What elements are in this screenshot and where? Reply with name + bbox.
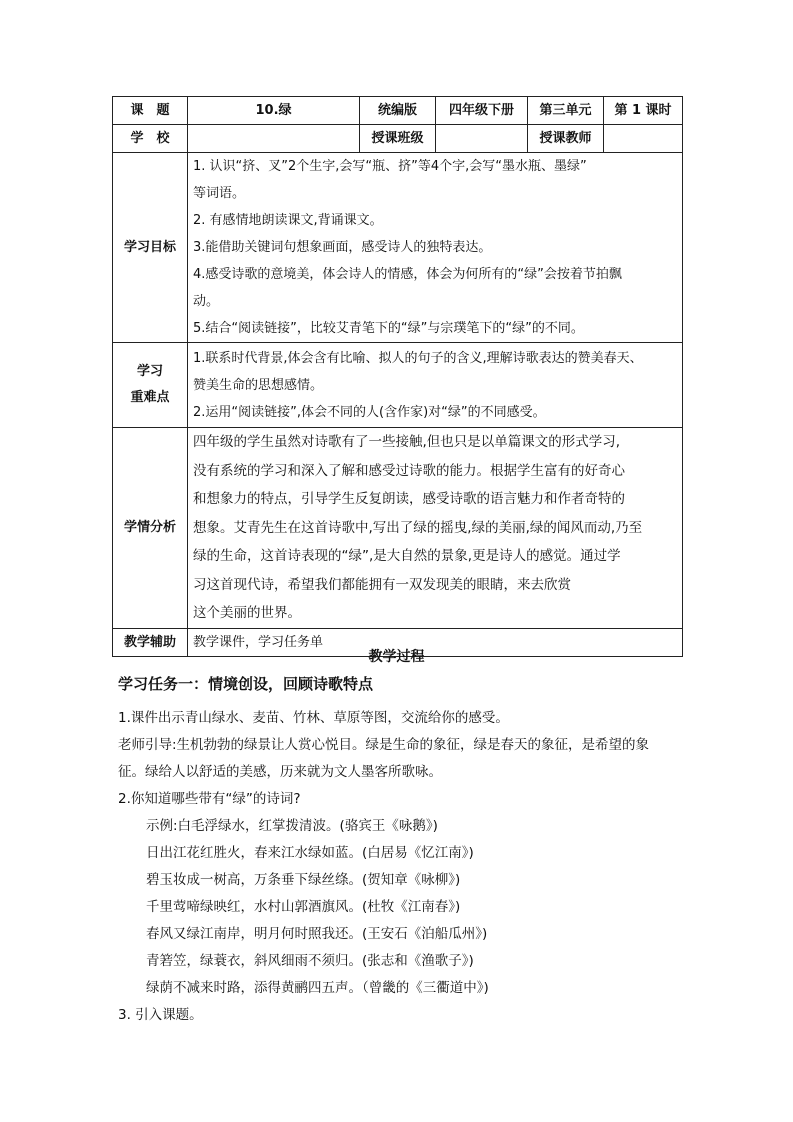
teacher-label: 授课教师 [528, 125, 604, 153]
grade: 四年级下册 [436, 97, 528, 125]
guide-line: 老师引导:生机勃勃的绿景让人赏心悦目。绿是生命的象征，绿是春天的象征，是希望的象 [118, 737, 650, 753]
key-label-line: 学习 [136, 364, 163, 379]
aid-value: 教学课件，学习任务单 [188, 628, 683, 656]
analysis-label: 学情分析 [113, 428, 188, 629]
class-label: 授课班级 [360, 125, 436, 153]
step-line: 2.你知道哪些带有“绿”的诗词? [118, 791, 301, 807]
lesson-period: 第 1 课时 [604, 97, 683, 125]
analysis-line: 没有系统的学习和深入了解和感受过诗歌的能力。根据学生富有的好奇心 [193, 462, 625, 479]
analysis-line: 习这首现代诗，希望我们都能拥有一双发现美的眼睛，来去欣赏 [193, 576, 571, 593]
key-line: 2.运用“阅读链接”,体会不同的人(含作家)对“绿”的不同感受。 [193, 404, 546, 420]
analysis-line: 这个美丽的世界。 [193, 605, 301, 621]
school-value [188, 125, 360, 153]
step-line: 3. 引入课题。 [118, 1007, 203, 1023]
aid-label: 教学辅助 [113, 628, 188, 656]
poem-line: 绿荫不减来时路，添得黄鹂四五声。（曾畿的《三衢道中》) [146, 980, 489, 996]
poem-line: 日出江花红胜火，春来江水绿如蓝。(白居易《忆江南》) [146, 845, 474, 861]
goals-label: 学习目标 [113, 153, 188, 343]
school-label: 学 校 [113, 125, 188, 153]
table-row [113, 125, 683, 153]
goal-line: 等词语。 [193, 186, 246, 201]
goal-line: 4.感受诗歌的意境美，体会诗人的情感，体会为何所有的“绿”会按着节拍飘 [193, 267, 622, 282]
analysis-line: 四年级的学生虽然对诗歌有了一些接触,但也只是以单篇课文的形式学习, [193, 434, 621, 450]
lesson-plan-table [112, 96, 683, 657]
poem-line: 千里莺啼绿映红，水村山郭酒旗风。(杜牧《江南春》) [146, 899, 461, 915]
task-title: 学习任务一：情境创设，回顾诗歌特点 [118, 675, 374, 693]
course-label: 课 题 [113, 97, 188, 125]
goal-line: 3.能借助关键词句想象画面，感受诗人的独特表达。 [193, 240, 492, 255]
step-line: 1.课件出示青山绿水、麦苗、竹林、草原等图，交流给你的感受。 [118, 710, 509, 726]
goal-line: 5.结合“阅读链接”，比较艾青笔下的“绿”与宗璞笔下的“绿”的不同。 [193, 321, 584, 336]
poem-line: 碧玉妆成一树高，万条垂下绿丝绦。(贺知章《咏柳》) [146, 872, 461, 888]
guide-line: 征。绿给人以舒适的美感，历来就为文人墨客所歌咏。 [118, 764, 442, 780]
class-value [436, 125, 528, 153]
poem-line: 示例:白毛浮绿水，红掌拨清波。(骆宾王《咏鹅》) [146, 818, 438, 834]
key-line: 赞美生命的思想感情。 [193, 377, 324, 393]
goal-line: 动。 [193, 294, 220, 309]
analysis-content [188, 428, 683, 629]
goal-line: 2. 有感情地朗读课文,背诵课文。 [193, 213, 383, 228]
goal-line: 1. 认识“挤、叉”2个生字,会写“瓶、挤”等4个字,会写“墨水瓶、墨绿” [193, 159, 587, 174]
process-title: 教学过程 [368, 649, 425, 665]
key-points-content [188, 343, 683, 428]
task-section [118, 673, 688, 1029]
table-row [113, 428, 683, 629]
analysis-line: 想象。艾青先生在这首诗歌中,写出了绿的摇曳,绿的美丽,绿的闻风而动,乃至 [193, 519, 643, 536]
table-row [113, 153, 683, 343]
teacher-value [604, 125, 683, 153]
poem-line: 春风又绿江南岸，明月何时照我还。(王安石《泊船瓜州》) [146, 926, 488, 942]
edition: 统编版 [360, 97, 436, 125]
analysis-line: 绿的生命，这首诗表现的“绿”,是大自然的景象,更是诗人的感觉。通过学 [193, 548, 621, 564]
goals-content [188, 153, 683, 343]
poem-line: 青箬笠，绿蓑衣，斜风细雨不须归。(张志和《渔歌子》) [146, 953, 474, 969]
key-label-line: 重难点 [130, 390, 170, 405]
analysis-line: 和想象力的特点，引导学生反复朗读，感受诗歌的语言魅力和作者奇特的 [193, 491, 625, 507]
table-row [113, 97, 683, 125]
unit: 第三单元 [528, 97, 604, 125]
key-line: 1.联系时代背景,体会含有比喻、拟人的句子的含义,理解诗歌表达的赞美春天、 [193, 350, 643, 366]
key-points-label [113, 343, 188, 428]
table-row [113, 343, 683, 428]
course-title: 10.绿 [188, 97, 360, 125]
